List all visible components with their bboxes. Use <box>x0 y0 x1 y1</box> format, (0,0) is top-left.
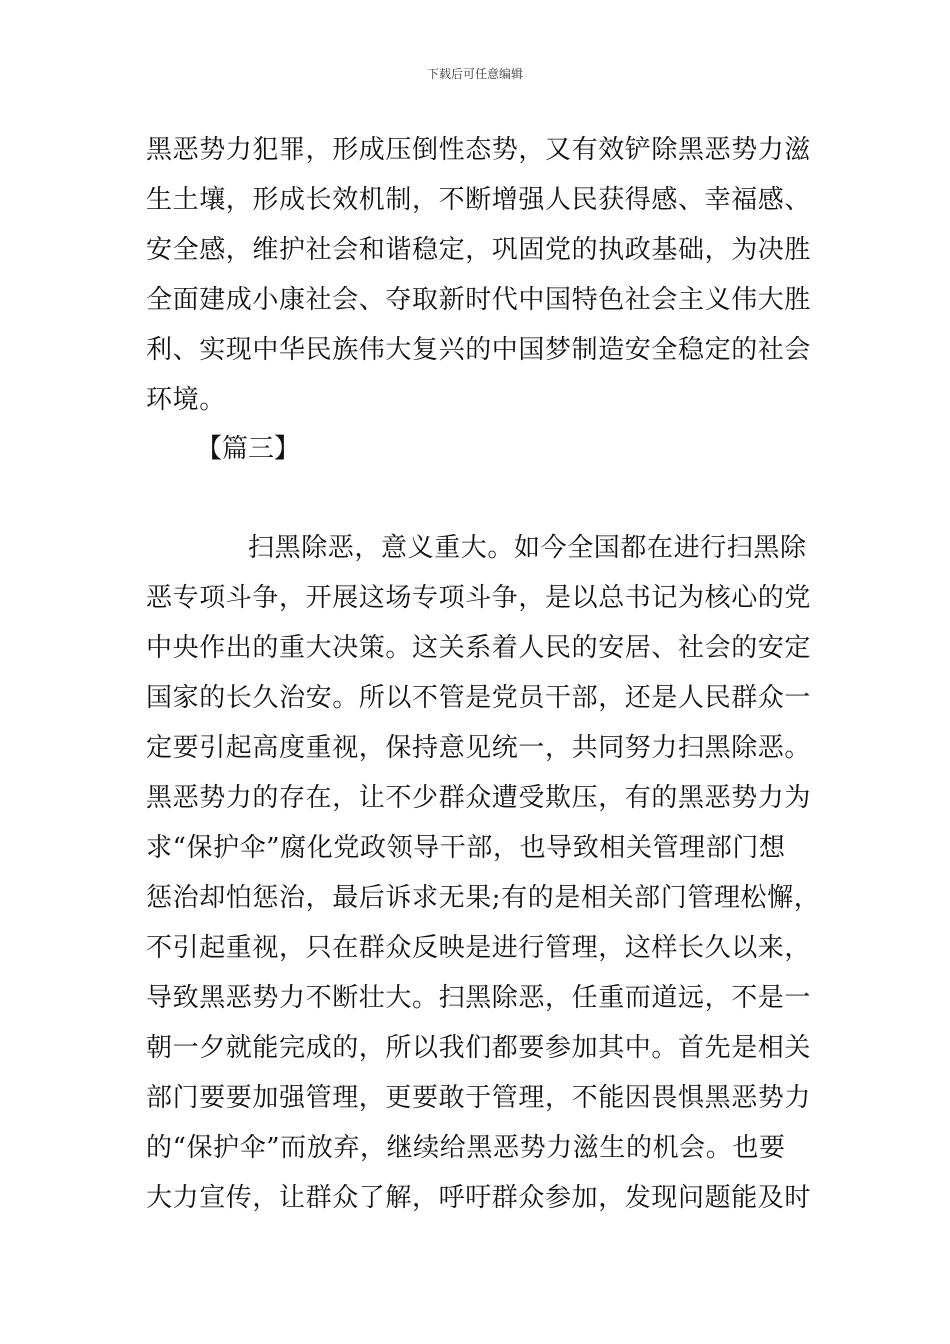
text-line: 求“保护伞”腐化党政领导干部，也导致相关管理部门想 <box>146 833 786 863</box>
text-line: 不引起重视，只在群众反映是进行管理，这样长久以来， <box>146 933 812 963</box>
text-line: 部门要要加强管理，更要敢于管理，不能因畏惧黑恶势力 <box>146 1083 812 1113</box>
text-line: 安全感，维护社会和谐稳定，巩固党的执政基础，为决胜 <box>146 235 812 265</box>
text-line: 利、实现中华民族伟大复兴的中国梦制造安全稳定的社会 <box>146 335 812 365</box>
text-line: 黑恶势力犯罪，形成压倒性态势，又有效铲除黑恶势力滋 <box>146 135 812 165</box>
text-line: 黑恶势力的存在，让不少群众遭受欺压，有的黑恶势力为 <box>146 783 812 813</box>
text-line: 中央作出的重大决策。这关系着人民的安居、社会的安定 <box>146 633 812 663</box>
text-line-first-indented: 扫黑除恶，意义重大。如今全国都在进行扫黑除 <box>248 533 807 563</box>
text-line: 大力宣传，让群众了解，呼吁群众参加，发现问题能及时 <box>146 1183 812 1213</box>
text-line: 定要引起高度重视，保持意见统一，共同努力扫黑除恶。 <box>146 733 812 763</box>
text-line: 生土壤，形成长效机制，不断增强人民获得感、幸福感、 <box>146 185 812 215</box>
section-heading: 【篇三】 <box>196 434 301 464</box>
text-line: 朝一夕就能完成的，所以我们都要参加其中。首先是相关 <box>146 1033 812 1063</box>
text-line: 惩治却怕惩治，最后诉求无果;有的是相关部门管理松懈， <box>146 883 821 913</box>
text-line: 的“保护伞”而放弃，继续给黑恶势力滋生的机会。也要 <box>146 1133 786 1163</box>
text-line: 导致黑恶势力不断壮大。扫黑除恶，任重而道远，不是一 <box>146 983 812 1013</box>
text-line: 环境。 <box>146 385 226 415</box>
text-line: 全面建成小康社会、夺取新时代中国特色社会主义伟大胜 <box>146 285 812 315</box>
page-header-note: 下载后可任意编辑 <box>426 67 523 81</box>
text-line: 恶专项斗争，开展这场专项斗争，是以总书记为核心的党 <box>146 583 812 613</box>
text-line: 国家的长久治安。所以不管是党员干部，还是人民群众一 <box>146 683 812 713</box>
